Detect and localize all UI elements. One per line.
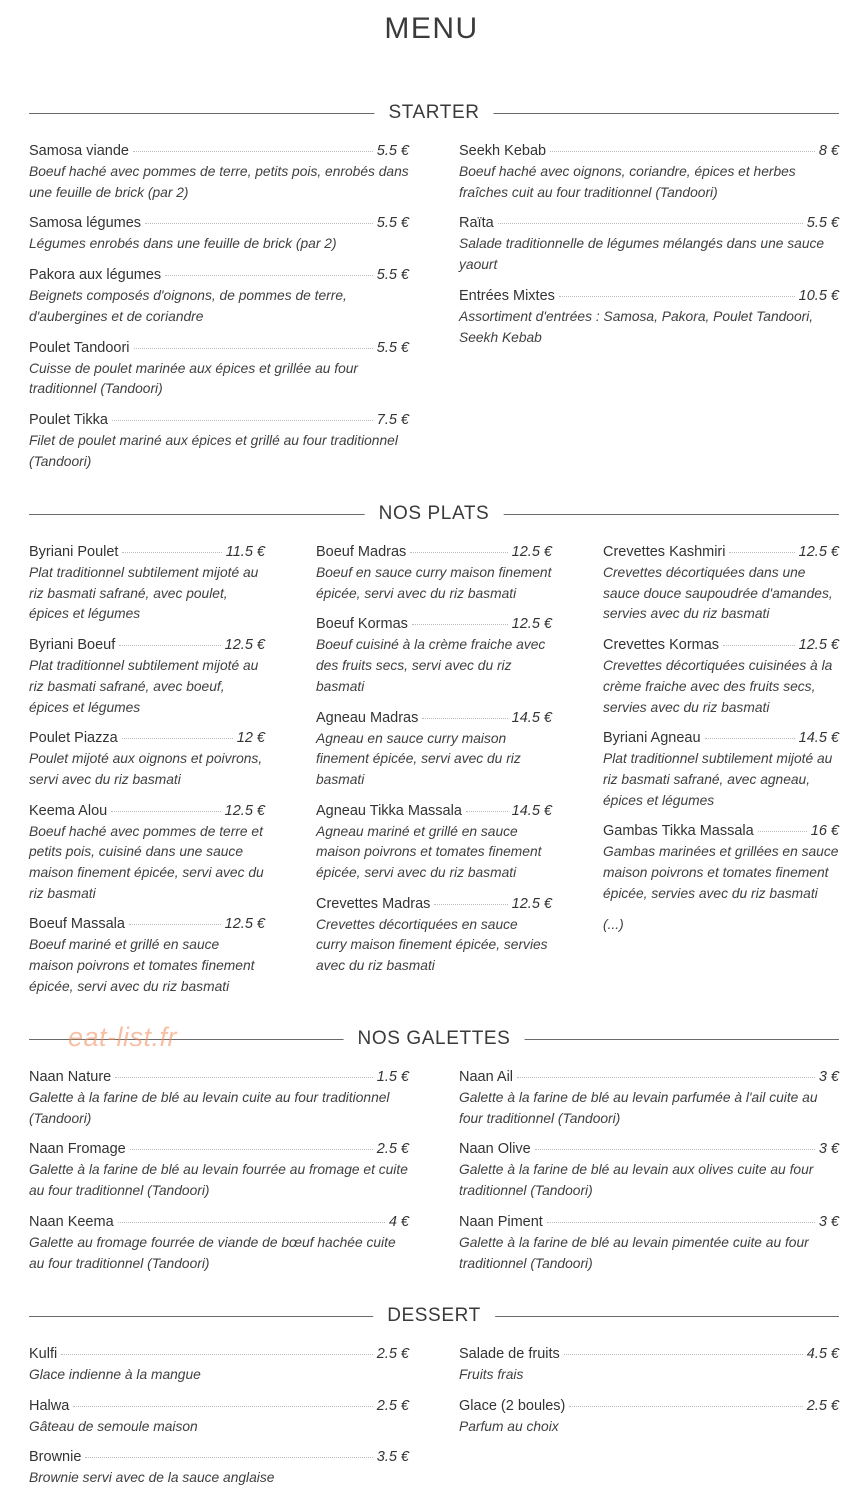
dot-leader <box>498 223 803 224</box>
item-name: Poulet Tandoori <box>29 339 130 356</box>
item-description: Boeuf haché avec pommes de terre, petits pois, enrobés dans une feuille de brick (par 2) <box>29 164 409 200</box>
dot-leader <box>559 296 795 297</box>
menu-item <box>29 1067 409 1129</box>
item-description: Galette au fromage fourrée de viande de bœuf hachée cuite au four traditionnel (Tandoori) <box>29 1234 396 1271</box>
menu-item <box>29 801 265 905</box>
item-name: Poulet Tikka <box>29 411 108 428</box>
item-description: Salade traditionnelle de légumes mélangés dans une sauce yaourt <box>459 236 825 273</box>
menu-item-header <box>459 286 839 307</box>
menu-item <box>29 141 409 203</box>
item-price: 14.5 € <box>511 802 552 819</box>
menu-item <box>459 286 839 348</box>
item-price: 12.5 € <box>511 616 552 633</box>
item-price: 5.5 € <box>806 215 839 232</box>
item-description: Gambas marinées et grillées en sauce maison poivrons et tomates finement épicée, servies avec du riz basmati <box>603 844 839 901</box>
item-price: 12.5 € <box>224 802 265 819</box>
item-name: Entrées Mixtes <box>459 287 555 304</box>
dot-leader <box>550 151 815 152</box>
section-title: DESSERT <box>373 1304 495 1328</box>
item-price: 12.5 € <box>798 544 839 560</box>
item-name: Byriani Boeuf <box>29 637 116 654</box>
item-description: Boeuf mariné et grillé en sauce maison poivrons et tomates finement épicée, servi avec du riz basmati <box>29 937 255 994</box>
item-name: Salade de fruits <box>459 1346 560 1362</box>
menu-column <box>29 1067 409 1284</box>
watermark-text: eat-list.fr <box>68 1022 178 1052</box>
dot-leader <box>85 1457 372 1458</box>
menu-item <box>459 1396 839 1438</box>
menu-item <box>316 542 552 604</box>
item-price: 3 € <box>818 1213 839 1230</box>
section-galettes <box>29 1027 839 1284</box>
dot-leader <box>412 624 508 625</box>
dot-leader <box>134 348 373 349</box>
menu-item <box>29 1212 409 1274</box>
dot-leader <box>535 1149 815 1150</box>
menu-item <box>603 821 839 904</box>
item-name: Seekh Kebab <box>459 143 547 159</box>
menu-item-header <box>29 265 409 286</box>
menu-item-header <box>29 542 265 563</box>
item-price: 7.5 € <box>376 411 409 428</box>
item-name: Naan Piment <box>459 1213 543 1230</box>
item-name: Crevettes Madras <box>316 895 431 912</box>
dot-leader <box>564 1354 803 1355</box>
menu-column <box>603 542 839 1008</box>
menu-item <box>29 1447 409 1489</box>
item-price: 1.5 € <box>376 1069 409 1085</box>
menu-item-header <box>316 614 552 635</box>
item-description: Boeuf cuisiné à la crème fraiche avec des fruits secs, servi avec du riz basmati <box>316 637 546 694</box>
item-description: Brownie servi avec de la sauce anglaise <box>29 1470 275 1486</box>
menu-item <box>29 265 409 327</box>
menu-column <box>316 542 552 1008</box>
menu-item-header <box>29 213 409 234</box>
item-price: 5.5 € <box>376 339 409 356</box>
item-name: Gambas Tikka Massala <box>603 823 754 840</box>
dot-leader <box>119 645 220 646</box>
menu-item-header <box>316 801 552 822</box>
item-name: Samosa viande <box>29 143 129 159</box>
menu-column <box>459 1344 839 1499</box>
dot-leader <box>122 552 221 553</box>
menu-item-header <box>29 338 409 359</box>
section-header <box>29 1304 839 1328</box>
item-description: Crevettes décortiquées cuisinées à la crème fraiche avec des fruits secs, servies avec du riz basmati <box>603 658 833 715</box>
menu-column <box>459 141 839 482</box>
menu-item-header <box>29 1139 409 1160</box>
item-price: 14.5 € <box>798 730 839 747</box>
dot-leader <box>130 1149 373 1150</box>
menu-item <box>459 1212 839 1274</box>
item-name: Naan Nature <box>29 1069 112 1085</box>
more-items-text: (...) <box>603 917 624 933</box>
item-price: 5.5 € <box>376 267 409 284</box>
item-name: Keema Alou <box>29 802 108 819</box>
section-title: NOS GALETTES <box>344 1027 525 1051</box>
dot-leader <box>466 811 508 812</box>
dot-leader <box>517 1077 815 1078</box>
item-price: 3 € <box>818 1141 839 1158</box>
item-name: Crevettes Kashmiri <box>603 544 726 560</box>
menu-item <box>316 894 552 977</box>
menu-item <box>603 635 839 718</box>
item-price: 8 € <box>818 143 839 159</box>
item-description: Plat traditionnel subtilement mijoté au riz basmati safrané, avec poulet, épices et légumes <box>29 565 259 622</box>
item-description: Parfum au choix <box>459 1418 559 1434</box>
menu-item-header <box>29 141 409 162</box>
item-description: Crevettes décortiquées dans une sauce douce saupoudrée d'amandes, servies avec du riz basmati <box>603 565 833 622</box>
dot-leader <box>111 811 220 812</box>
menu-item <box>459 1344 839 1386</box>
item-name: Pakora aux légumes <box>29 267 162 284</box>
item-name: Boeuf Kormas <box>316 616 408 633</box>
item-description: Galette à la farine de blé au levain parfumée à l'ail cuite au four traditionnel (Tandoori) <box>459 1090 818 1126</box>
item-price: 2.5 € <box>376 1397 409 1414</box>
menu-item <box>603 542 839 625</box>
item-name: Crevettes Kormas <box>603 637 720 654</box>
dot-leader <box>118 1222 385 1223</box>
menu-item-header <box>316 708 552 729</box>
section-plats <box>29 502 839 1008</box>
section-header <box>29 101 839 125</box>
item-price: 5.5 € <box>376 143 409 159</box>
menu-item <box>29 338 409 400</box>
menu-item-header <box>459 1139 839 1160</box>
item-name: Agneau Tikka Massala <box>316 802 462 819</box>
dot-leader <box>729 552 794 553</box>
item-description: Assortiment d'entrées : Samosa, Pakora, Poulet Tandoori, Seekh Kebab <box>459 308 814 345</box>
menu-item <box>29 1344 409 1386</box>
dot-leader <box>133 151 373 152</box>
item-price: 4.5 € <box>806 1346 839 1362</box>
item-name: Naan Ail <box>459 1069 514 1085</box>
menu-item-header <box>29 801 265 822</box>
menu-item-header <box>29 410 409 431</box>
item-description: Poulet mijoté aux oignons et poivrons, servi avec du riz basmati <box>29 751 263 787</box>
menu-item <box>29 1396 409 1438</box>
item-description: Galette à la farine de blé au levain aux olives cuite au four traditionnel (Tandoori) <box>459 1162 814 1199</box>
menu-item <box>29 914 265 997</box>
item-price: 11.5 € <box>225 544 265 560</box>
dot-leader <box>758 831 807 832</box>
item-description: Agneau en sauce curry maison finement épicée, servi avec du riz basmati <box>316 730 521 787</box>
menu-item-header <box>316 894 552 915</box>
item-description: Plat traditionnel subtilement mijoté au riz basmati safrané, avec boeuf, épices et légumes <box>29 658 259 715</box>
item-description: Fruits frais <box>459 1367 524 1382</box>
item-price: 16 € <box>810 823 839 840</box>
menu-item-header <box>603 542 839 563</box>
item-description: Boeuf haché avec pommes de terre et petits pois, cuisiné dans une sauce maison finement épicée, servi avec du riz basmati <box>29 823 264 901</box>
section-starter <box>29 101 839 482</box>
item-name: Samosa légumes <box>29 215 142 232</box>
dot-leader <box>165 275 373 276</box>
section-header <box>29 1027 839 1051</box>
menu-item-header <box>459 1212 839 1233</box>
item-description: Galette à la farine de blé au levain fourrée au fromage et cuite au four traditionnel (Tandoori) <box>29 1162 408 1199</box>
menu-column <box>29 1344 409 1499</box>
item-description: Légumes enrobés dans une feuille de brick (par 2) <box>29 236 337 252</box>
menu-item-header <box>603 728 839 749</box>
dot-leader <box>547 1222 815 1223</box>
item-price: 12.5 € <box>224 916 265 933</box>
dot-leader <box>61 1354 373 1355</box>
menu-item <box>316 708 552 791</box>
menu-item <box>29 728 265 790</box>
section-title: NOS PLATS <box>365 502 504 526</box>
item-price: 12.5 € <box>798 637 839 654</box>
section-header <box>29 502 839 526</box>
menu-item-header <box>459 213 839 234</box>
item-description: Boeuf en sauce curry maison finement épicée, servi avec du riz basmati <box>316 565 552 601</box>
item-description: Galette à la farine de blé au levain pimentée cuite au four traditionnel (Tandoori) <box>459 1234 809 1271</box>
item-name: Agneau Madras <box>316 709 419 726</box>
menu-item <box>459 141 839 203</box>
menu-item-header <box>603 635 839 656</box>
menu-item <box>459 1139 839 1201</box>
item-name: Boeuf Massala <box>29 916 125 933</box>
dot-leader <box>723 645 795 646</box>
section-title: STARTER <box>374 101 493 125</box>
menu-item-header <box>459 1344 839 1365</box>
item-name: Boeuf Madras <box>316 544 407 560</box>
menu-item-header <box>29 1067 409 1088</box>
item-description: Filet de poulet mariné aux épices et grillé au four traditionnel (Tandoori) <box>29 432 398 469</box>
menu-item-header <box>459 141 839 162</box>
item-name: Kulfi <box>29 1346 58 1362</box>
menu-item-header <box>29 914 265 935</box>
menu-item <box>29 410 409 472</box>
menu-item-header <box>29 635 265 656</box>
item-name: Naan Keema <box>29 1213 114 1230</box>
menu-item-header <box>603 821 839 842</box>
item-name: Poulet Piazza <box>29 730 118 747</box>
item-description: Cuisse de poulet marinée aux épices et grillée au four traditionnel (Tandoori) <box>29 360 359 397</box>
dot-leader <box>145 223 373 224</box>
menu-item-header <box>459 1067 839 1088</box>
menu-item-header <box>29 728 265 749</box>
item-name: Naan Olive <box>459 1141 531 1158</box>
item-price: 2.5 € <box>806 1397 839 1414</box>
item-name: Byriani Agneau <box>603 730 701 747</box>
item-price: 2.5 € <box>376 1141 409 1158</box>
item-name: Byriani Poulet <box>29 544 119 560</box>
item-description: Gâteau de semoule maison <box>29 1418 198 1434</box>
menu-item-header <box>316 542 552 563</box>
item-price: 3 € <box>818 1069 839 1085</box>
menu-column <box>29 542 265 1008</box>
item-description: Galette à la farine de blé au levain cuite au four traditionnel (Tandoori) <box>29 1090 390 1126</box>
item-price: 3.5 € <box>376 1449 409 1466</box>
item-description: Boeuf haché avec oignons, coriandre, épices et herbes fraîches cuit au four traditionnel (Tandoori) <box>459 164 796 200</box>
menu-item <box>459 213 839 275</box>
dot-leader <box>422 718 507 719</box>
item-name: Brownie <box>29 1449 82 1466</box>
item-price: 10.5 € <box>798 287 839 304</box>
dot-leader <box>112 420 373 421</box>
dot-leader <box>129 924 221 925</box>
menu-item <box>29 1139 409 1201</box>
item-price: 14.5 € <box>511 709 552 726</box>
menu-item <box>29 542 265 625</box>
dot-leader <box>434 904 507 905</box>
item-price: 12 € <box>236 730 265 747</box>
dot-leader <box>705 738 795 739</box>
item-description: Crevettes décortiquées en sauce curry maison finement épicée, servies avec du riz basmati <box>316 916 548 974</box>
item-description: Agneau mariné et grillé en sauce maison poivrons et tomates finement épicée, servi avec du riz basmati <box>316 823 542 881</box>
menu-item <box>603 728 839 811</box>
dot-leader <box>122 738 233 739</box>
item-price: 12.5 € <box>511 895 552 912</box>
item-description: Glace indienne à la mangue <box>29 1367 201 1382</box>
item-description: Plat traditionnel subtilement mijoté au riz basmati safrané, avec agneau, épices et légumes <box>603 751 833 808</box>
dot-leader <box>410 552 507 553</box>
dot-leader <box>569 1406 802 1407</box>
menu-item-header <box>29 1396 409 1417</box>
item-price: 12.5 € <box>224 637 265 654</box>
menu-item <box>316 801 552 884</box>
item-price: 2.5 € <box>376 1346 409 1362</box>
menu-item-header <box>459 1396 839 1417</box>
page-title: MENU <box>384 12 479 45</box>
item-name: Raïta <box>459 215 494 232</box>
item-name: Glace (2 boules) <box>459 1397 566 1414</box>
item-price: 5.5 € <box>376 215 409 232</box>
menu-item <box>29 213 409 255</box>
dot-leader <box>73 1406 372 1407</box>
item-description: Beignets composés d'oignons, de pommes de terre, d'aubergines et de coriandre <box>29 288 347 324</box>
menu-column <box>29 141 409 482</box>
item-price: 12.5 € <box>511 544 552 560</box>
item-price: 4 € <box>388 1213 409 1230</box>
menu-item-header <box>29 1344 409 1365</box>
menu-column <box>459 1067 839 1284</box>
menu-item-header <box>29 1212 409 1233</box>
menu-item-header <box>29 1447 409 1468</box>
menu-item <box>459 1067 839 1129</box>
dot-leader <box>115 1077 373 1078</box>
item-name: Naan Fromage <box>29 1141 126 1158</box>
item-name: Halwa <box>29 1397 70 1414</box>
menu-item <box>316 614 552 697</box>
section-dessert <box>29 1304 839 1499</box>
menu-item <box>29 635 265 718</box>
